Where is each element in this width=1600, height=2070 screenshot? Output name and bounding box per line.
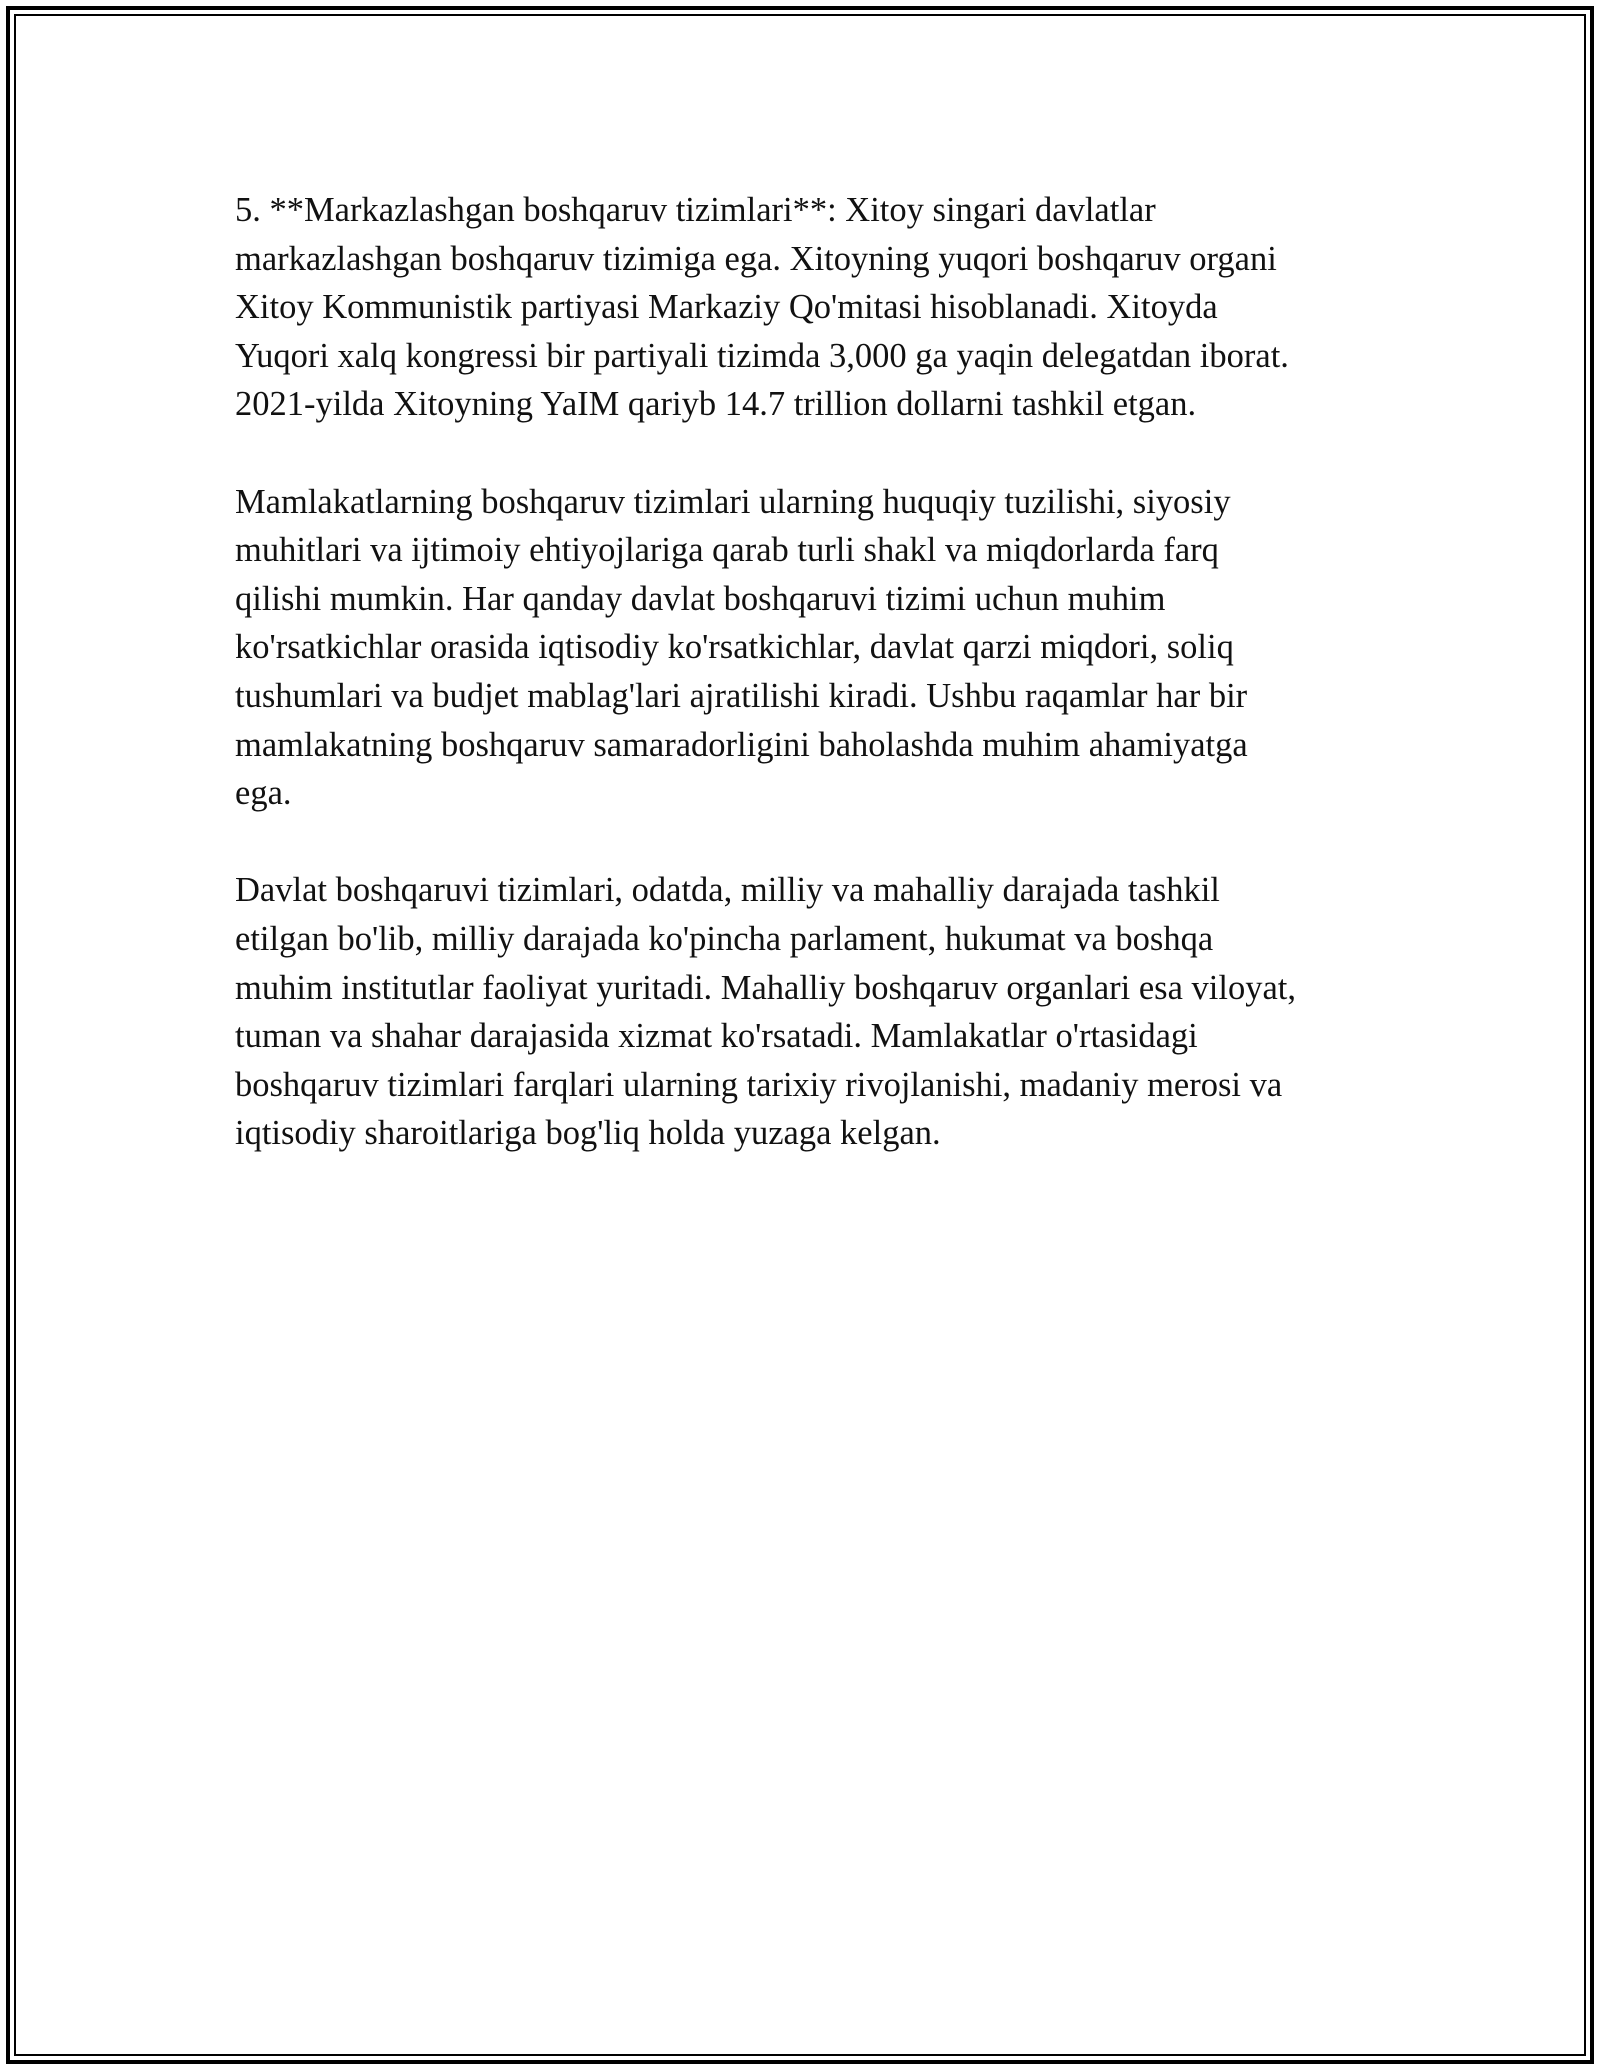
paragraph-governance-differences: Mamlakatlarning boshqaruv tizimlari ularning huquqiy tuzilishi, siyosiy muhitlari va ijtimoiy ehtiyojlariga qarab turli shakl va miqdorlarda farq qilishi mumkin. Har qanday davlat boshqaruvi tizimi uchun muhim ko'rsatkichlar orasida iqtisodiy ko'rsatkichlar, davlat qarzi miqdori, soliq tushumlari va budjet mablag'lari ajratilishi kiradi. Ushbu raqamlar har bir mamlakatning boshqaruv samaradorligini baholashda muhim ahamiyatga ega. [235, 482, 1248, 813]
document-body [235, 186, 1375, 1206]
paragraph-national-local-levels: Davlat boshqaruvi tizimlari, odatda, milliy va mahalliy darajada tashkil etilgan bo'lib, milliy darajada ko'pincha parlament, hukumat va boshqa muhim institutlar faoliyat yuritadi. Mahalliy boshqaruv organlari esa viloyat, tuman va shahar darajasida xizmat ko'rsatadi. Mamlakatlar o'rtasidagi boshqaruv tizimlari farqlari ularning tarixiy rivojlanishi, madaniy merosi va iqtisodiy sharoitlariga bog'liq holda yuzaga kelgan. [235, 871, 1296, 1153]
paragraph-centralized-systems: 5. **Markazlashgan boshqaruv tizimlari**: Xitoy singari davlatlar markazlashgan boshqaruv tizimiga ega. Xitoyning yuqori boshqaruv organi Xitoy Kommunistik partiyasi Markaziy Qo'mitasi hisoblanadi. Xitoyda Yuqori xalq kongressi bir partiyali tizimda 3,000 ga yaqin delegatdan iborat. 2021-yilda Xitoyning YaIM qariyb 14.7 trillion dollarni tashkil etgan. [235, 191, 1289, 424]
